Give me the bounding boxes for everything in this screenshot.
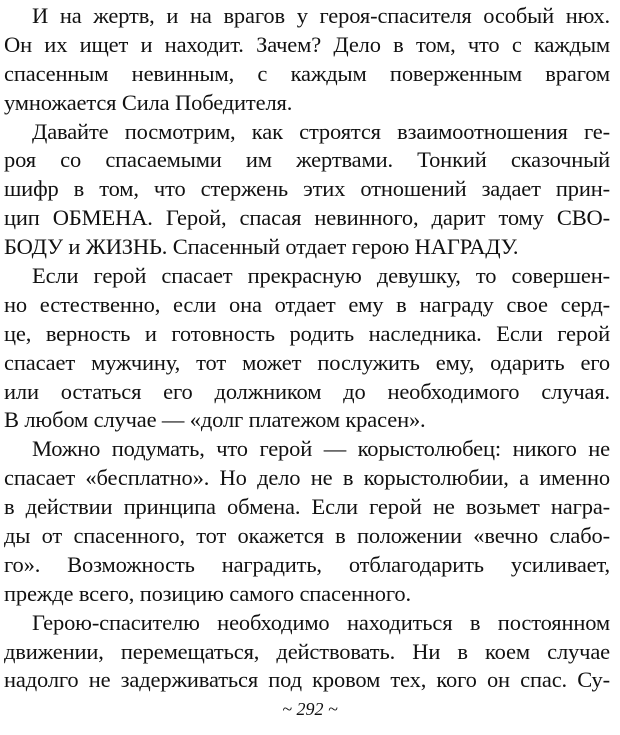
text-line: или остаться его должником до необходимого случая.	[4, 378, 610, 404]
text-line: Если герой спасает прекрасную девушку, то совершен-	[32, 263, 610, 289]
text-line: це, верность и готовность родить наследника. Если герой	[4, 320, 610, 346]
text-line: спасенным невинным, с каждым поверженным врагом	[4, 60, 610, 86]
text-line: БОДУ и ЖИЗНЬ. Спасенный отдает герою НАГРАДУ.	[4, 234, 519, 260]
text-line: го». Возможность наградить, отблагодарить усиливает,	[4, 551, 610, 577]
page-number: ~ 292 ~	[282, 699, 338, 719]
body-text	[4, 2, 610, 695]
text-line: В любом случае — «долг платежом красен».	[4, 407, 426, 433]
text-line: цип ОБМЕНА. Герой, спасая невинного, дарит тому СВО-	[4, 205, 610, 231]
text-line: движении, перемещаться, действовать. Ни в коем случае	[4, 638, 610, 664]
text-line: надолго не задерживаться под кровом тех, кого он спас. Су-	[4, 667, 610, 693]
text-line: ды от спасенного, тот окажется в положении «вечно слабо-	[4, 523, 610, 549]
text-line: в действии принципа обмена. Если герой не возьмет награ-	[4, 494, 610, 520]
text-line: спасает мужчину, тот может послужить ему, одарить его	[4, 349, 610, 375]
text-line: Герою-спасителю необходимо находиться в постоянном	[32, 609, 610, 635]
text-line: умножается Сила Победителя.	[4, 89, 293, 115]
text-line: шифр в том, что стержень этих отношений задает прин-	[4, 176, 610, 202]
text-line: Он их ищет и находит. Зачем? Дело в том, что с каждым	[4, 31, 610, 57]
text-line: Можно подумать, что герой — корыстолюбец: никого не	[32, 436, 610, 462]
text-line: спасает «бесплатно». Но дело не в корыстолюбии, а именно	[4, 465, 610, 491]
text-line: Давайте посмотрим, как строятся взаимоотношения ге-	[32, 118, 610, 144]
text-line: И на жертв, и на врагов у героя-спасителя особый нюх.	[32, 3, 610, 28]
text-line: но естественно, если она отдает ему в награду свое серд-	[4, 291, 610, 317]
text-line: роя со спасаемыми им жертвами. Тонкий сказочный	[4, 147, 610, 173]
text-line: прежде всего, позицию самого спасенного.	[4, 580, 411, 606]
